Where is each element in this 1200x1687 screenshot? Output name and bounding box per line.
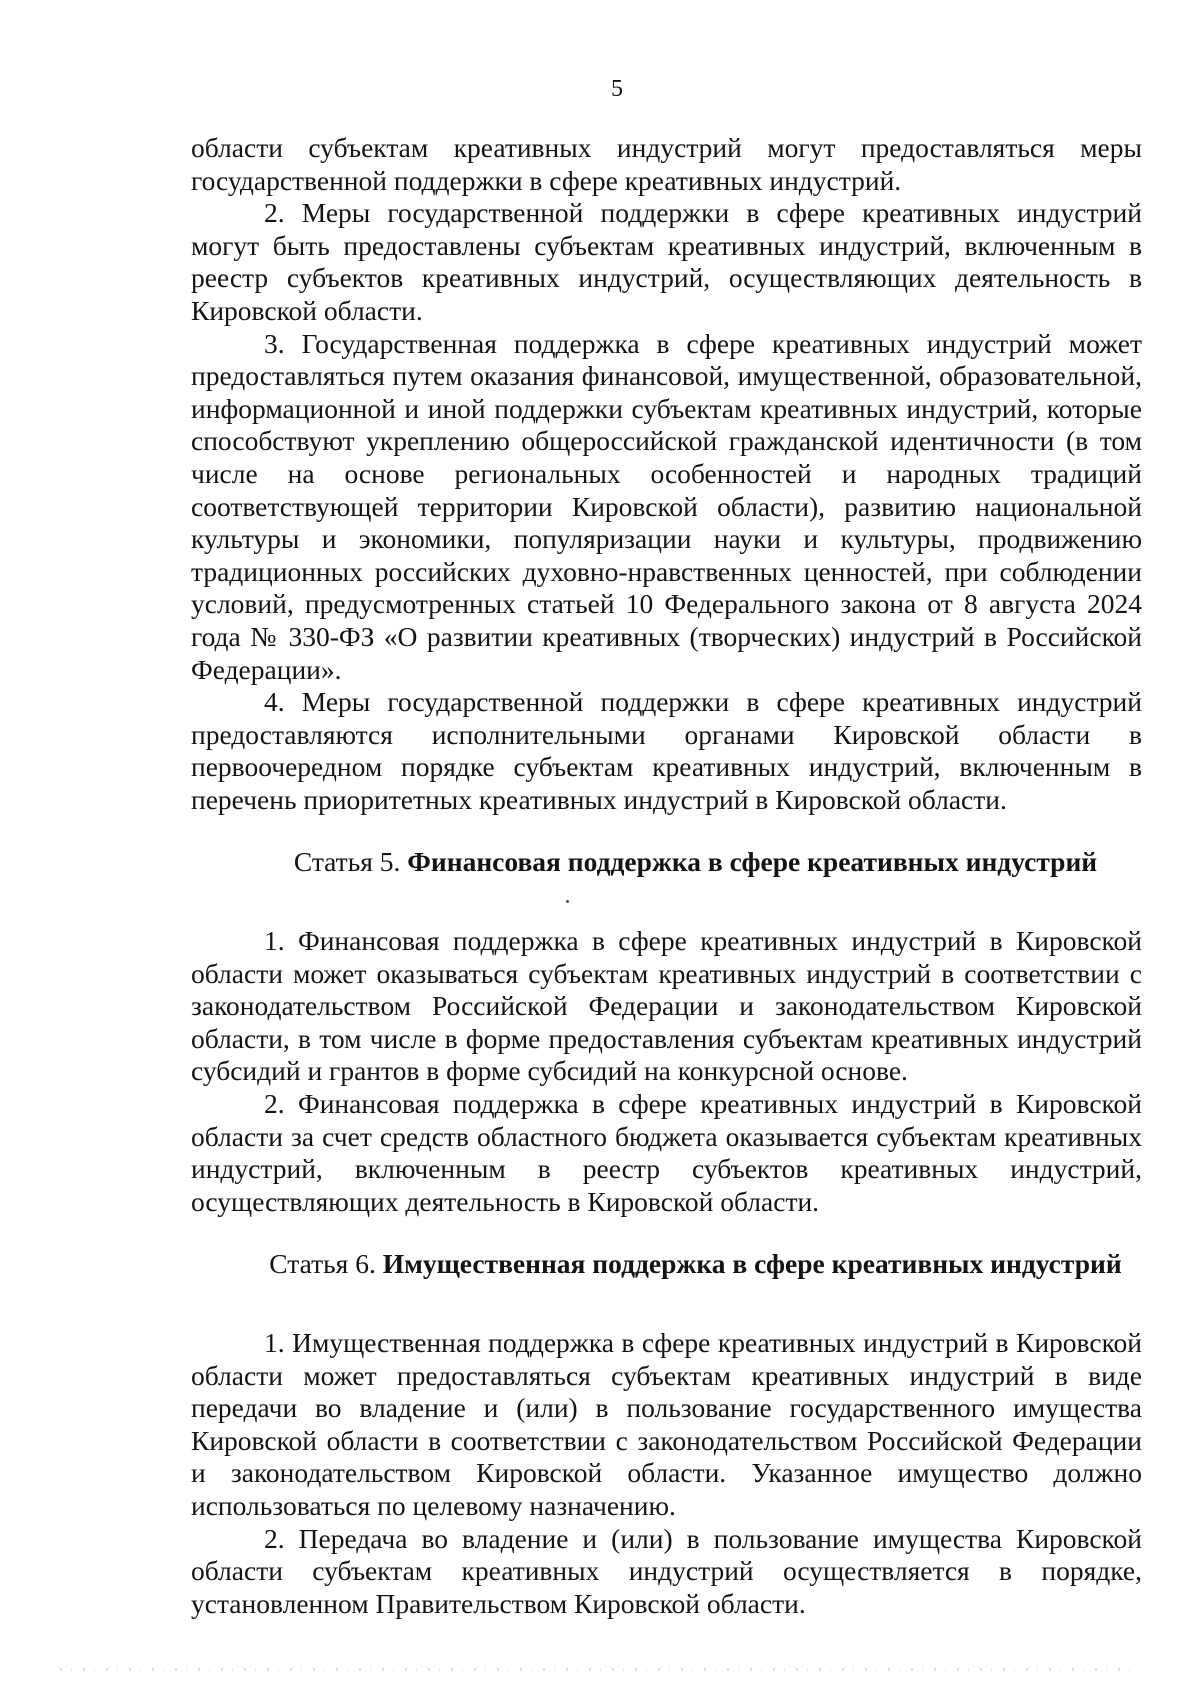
section-gap <box>191 879 1142 925</box>
scan-edge-noise <box>60 1668 1140 1671</box>
article-5-clause-2: 2. Финансовая поддержка в сфере креативных индустрий в Кировской области за счет средств областного бюджета оказывается субъектам креативных индустрий, включенным в реестр субъектов креативных индустрий, осуществляющих деятельность в Кировской области. <box>191 1088 1142 1217</box>
document-body <box>191 132 1142 1620</box>
section-gap <box>191 1218 1142 1248</box>
page-number: 5 <box>611 76 623 102</box>
article-5-label: Статья 5. <box>293 846 408 878</box>
article-6-heading <box>191 1248 1142 1281</box>
article-5-clause-1: 1. Финансовая поддержка в сфере креативных индустрий в Кировской области может оказываться субъектам креативных индустрий в соответствии с законодательством Российской Федерации и законодательством Кировской области, в том числе в форме предоставления субъектам креативных индустрий субсидий и грантов в форме субсидий на конкурсной основе. <box>191 925 1142 1087</box>
paragraph-clause-4: 4. Меры государственной поддержки в сфере креативных индустрий предоставляются исполнительными органами Кировской области в первоочередном порядке субъектам креативных индустрий, включенным в перечень приоритетных креативных индустрий в Кировской области. <box>191 686 1142 815</box>
paragraph-continuation: области субъектам креативных индустрий могут предоставляться меры государственной поддержки в сфере креативных индустрий. <box>191 132 1142 196</box>
paragraph-clause-3: 3. Государственная поддержка в сфере креативных индустрий может предоставляться путем оказания финансовой, имущественной, образовательной, информационной и иной поддержки субъектам креативных индустрий, которые способствуют укреплению общероссийской гражданской идентичности (в том числе на основе региональных особенностей и народных традиций соответствующей территории Кировской области), развитию национальной культуры и экономики, популяризации науки и культуры, продвижению традиционных российских духовно-нравственных ценностей, при соблюдении условий, предусмотренных статьей 10 Федерального закона от 8 августа 2024 года № 330-ФЗ «О развитии креативных (творческих) индустрий в Российской Федерации». <box>191 327 1142 685</box>
article-6-clause-1: 1. Имущественная поддержка в сфере креативных индустрий в Кировской области может предоставляться субъектам креативных индустрий в виде передачи во владение и (или) в пользование государственного имущества Кировской области в соответствии с законодательством Российской Федерации и законодательством Кировской области. Указанное имущество должно использоваться по целевому назначению. <box>191 1327 1142 1521</box>
paragraph-clause-2: 2. Меры государственной поддержки в сфере креативных индустрий могут быть предоставлены субъектам креативных индустрий, включенным в реестр субъектов креативных индустрий, осуществляющих деятельность в Кировской области. <box>191 197 1142 326</box>
scan-speck <box>566 900 569 903</box>
section-gap <box>191 816 1142 846</box>
article-5-title: Финансовая поддержка в сфере креативных индустрий <box>407 846 1098 878</box>
article-6-clause-2: 2. Передача во владение и (или) в пользование имущества Кировской области субъектам креативных индустрий осуществляется в порядке, установленном Правительством Кировской области. <box>191 1522 1142 1619</box>
article-6-label: Статья 6. <box>269 1248 383 1280</box>
article-6-title: Имущественная поддержка в сфере креативных индустрий <box>382 1248 1122 1280</box>
article-5-heading <box>191 846 1142 879</box>
section-gap <box>191 1281 1142 1327</box>
